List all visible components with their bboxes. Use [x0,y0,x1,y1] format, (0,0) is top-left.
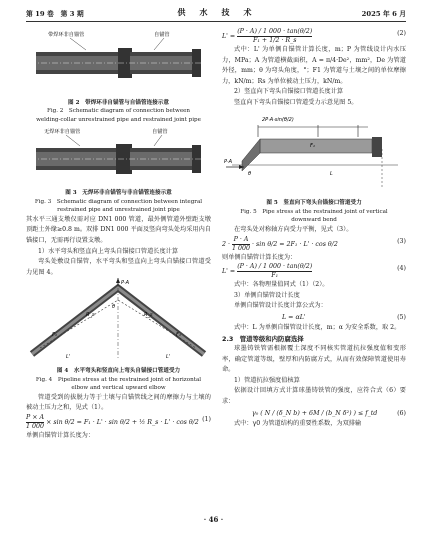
right-subheading-4: 1）管道抗拉强度值核算 [234,376,300,384]
svg-text:F₁: F₁ [310,142,315,149]
equation-4-number: (4) [397,265,406,273]
right-paragraph-10: 式中：γ0 为管道结构的重要性系数，为双排输 [234,419,362,427]
equation-4: L' = $\frac{(P \cdot A) / 1 000 \cdot \tan(\theta/2)}{\text{F₁}}$ (4) [222,263,406,280]
right-subheading-2: 2）竖直向下弯头自锚接口管道长度计算 [234,88,344,96]
equation-5 [222,312,406,323]
fig2-drawing [26,28,211,94]
fig4-caption-cn: 图 4 水平弯头和竖直向上弯头自锚接口管道受力 [56,367,181,374]
left-paragraph-4: 单侧自锚管计算长度为： [26,431,95,439]
running-header [26,6,406,20]
fig4-caption-en-1: Fig. 4 Pipeline stress at the restrained joint of horizontal [35,376,202,383]
left-column [26,28,211,441]
equation-2: L' = $\frac{(P \cdot A) / 1 000 \cdot \tan(\theta/2)}{\text{F₁ + 1/2 · R\_s}}$ (2) [222,28,406,44]
left-paragraph-3: 管道受到的拔脱力等于土壤与自锚管线之间的摩擦力与土壤的被动土压力之和，见式（1）。 [26,393,211,412]
page-number: · 46 · [203,515,224,524]
svg-text:R_s: R_s [144,312,153,319]
fig2-label-right: 自锚管 [154,32,170,38]
svg-text:θ: θ [112,304,116,311]
svg-text:2P·A·sin(θ/2): 2P·A·sin(θ/2) [262,116,294,123]
svg-text:P·A: P·A [224,158,233,165]
fig4-drawing [26,278,211,362]
equation-3: 2 · $\frac{P \cdot A}{1 000}$ · sin θ/2 = 2F₁ · L' · cos θ/2 (3) [222,235,406,252]
right-column [222,28,406,429]
right-paragraph-3: 在弯头处对称轴方向受力平衡，见式（3）。 [234,225,353,233]
fig3-caption-en-1: Fig. 3 Schematic diagram of connection between integral [34,198,203,205]
svg-text:R_s: R_s [86,312,95,319]
fig5-caption-en-2: downward bend [291,217,337,224]
equation-1: $\frac{P \times A}{1 000}$ × sin θ/2 = F₁ · L' · sin θ/2 + ½ R_s · L' · cos θ/2 (1) [26,413,211,430]
svg-text:F₁: F₁ [176,332,181,339]
fig2-caption-en-2: welding-collar unrestrained pipe and restrained joint pipe [36,116,201,123]
right-paragraph-4: 则单侧自锚管计算长度为： [222,253,297,261]
fig5-drawing [222,109,406,195]
section-heading-2-3: 2.3 管道等级和内防腐选择 [222,334,304,343]
equation-5-number: (5) [397,313,406,321]
fig3-caption-en-2: restrained pipe and unrestrained joint pipe [57,207,180,214]
fig5-caption-en-1: Fig. 5 Pipe stress at the restrained joint of vertical [240,208,388,215]
svg-text:L: L [330,170,333,177]
equation-6-number: (6) [397,409,406,417]
equation-5-body: L = αL' [282,313,306,321]
right-paragraph-5: 式中：各物理量值同式（1）（2）。 [234,281,329,289]
fig2-caption-en-1: Fig. 2 Schematic diagram of connection between [46,108,191,115]
right-paragraph-9: 依据设计回填方式计算球墨铸铁管的强度，应符合式（6）要求： [222,387,406,406]
left-paragraph-1: 其水平三通支墩仅需对应 DN1 000 管道，最外侧管道外壁距支墩顶距土外缘≥0.8 m。双排 DN1 000 平面及竖向弯头处均采用内自锚接口，无需再行设置支墩。 [26,215,211,244]
left-subheading-1: 1）水平弯头和竖直向上弯头自锚接口管道长度计算 [38,247,179,255]
right-subheading-3: 3）单侧自锚管设计长度 [234,291,300,299]
equation-2-number: (2) [397,30,406,37]
equation-3-number: (3) [397,237,406,245]
equation-6: γ₀ ( N / (δ_N b) + 6M / (b_N δ²) ) ≤ f_td (6) [252,409,406,417]
fig5-caption-cn: 图 5 竖直向下弯头自锚接口管道受力 [266,200,362,207]
right-paragraph-6: 单侧自锚管设计长度计算公式为： [234,302,327,310]
right-paragraph-7: 式中：L 为单侧自锚管设计长度，m；α 为安全系数，取 2。 [234,323,401,331]
fig3-label-left: 无焊环非自锚管 [44,129,81,136]
issue-info: 第 19 卷 第 3 期 [26,10,84,18]
fig3-caption-cn: 图 3 无焊环非自锚管与非自锚管连接示意 [65,189,172,196]
equation-2-lhs: L' = [222,33,236,40]
svg-text:F₁: F₁ [52,332,57,339]
svg-text:L': L' [66,354,71,361]
right-paragraph-2: 竖直向下弯头自锚接口管道受力示意见图 5。 [234,98,358,106]
left-paragraph-2: 弯头处敷设自锚管，水平弯头和竖直向上弯头自锚接口管道受力见图 4。 [26,258,211,276]
equation-1-number: (1) [202,415,211,423]
svg-text:L': L' [166,354,171,361]
fig2-label-left: 带焊环非自锚管 [48,32,85,38]
right-paragraph-1: 式中：L' 为单侧自锚管计算长度，m；P 为管线设计内水压力，MPa；A 为管道横截面积，A = π/4·De²，mm²，De 为管道外径，mm；θ 为弯头角度，°；F1 为管道与土壤之间的单位摩擦力，kN/m；Rs 为单位被动土压力，kN/m。 [222,46,406,85]
fig4-caption-en-2: elbow and vertical upward elbow [71,385,166,392]
svg-text:P·A: P·A [121,280,130,287]
svg-text:θ: θ [248,170,252,177]
journal-title: 供 水 技 术 [177,7,255,17]
issue-date: 2025 年 6 月 [361,10,406,18]
header-rule [26,21,406,22]
right-paragraph-8: 球墨铸铁管需根据覆土深度不同核实管道抗拉强度值和变形率，确定管道等级，壁厚和内防腐方式，从而有效保障管道使用寿命。 [222,345,406,374]
fig3-label-right: 自锚管 [152,129,168,136]
fig2-caption-cn: 图 2 带焊环非自锚管与自锚管连接示意 [68,99,169,106]
fig3-drawing [26,124,211,184]
